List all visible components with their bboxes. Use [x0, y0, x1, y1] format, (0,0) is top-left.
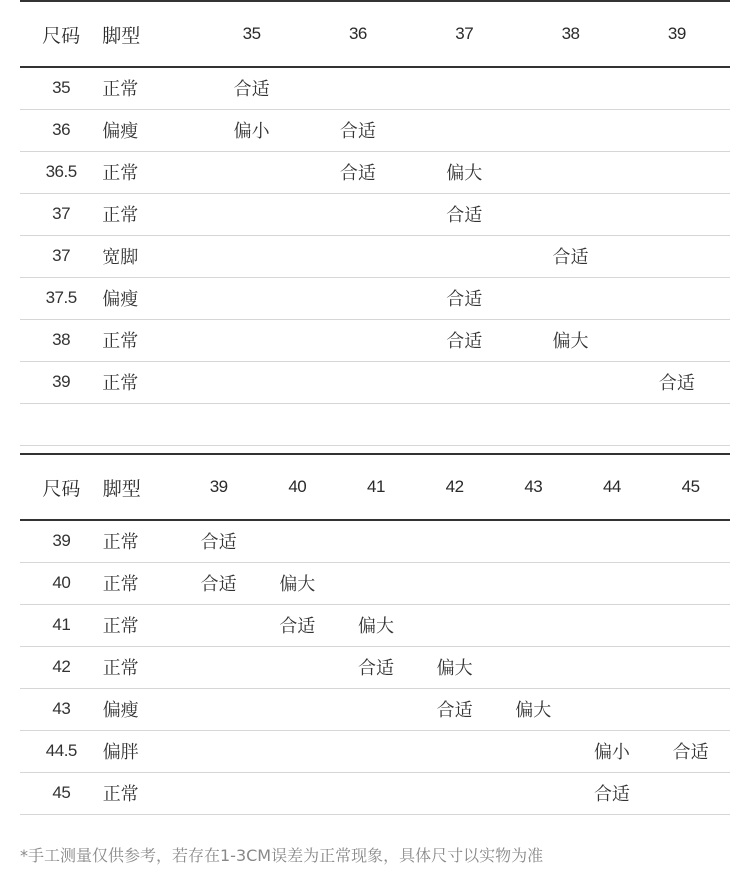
header-size-col: 44 — [573, 454, 652, 520]
row-foot-type: 正常 — [102, 193, 198, 235]
fit-cell — [179, 730, 258, 772]
fit-cell: 偏大 — [258, 562, 337, 604]
header-size: 尺码 — [20, 454, 103, 520]
header-size-col: 41 — [337, 454, 416, 520]
fit-cell: 合适 — [305, 109, 411, 151]
row-foot-type: 偏胖 — [103, 730, 180, 772]
header-size-col: 37 — [411, 1, 517, 67]
row-foot-type: 正常 — [102, 361, 198, 403]
fit-cell — [198, 361, 304, 403]
row-size: 36.5 — [20, 151, 102, 193]
fit-cell: 合适 — [179, 562, 258, 604]
fit-cell: 合适 — [624, 361, 730, 403]
table-row — [20, 604, 730, 646]
fit-cell — [179, 646, 258, 688]
fit-cell — [415, 604, 494, 646]
row-foot-type: 正常 — [102, 67, 198, 109]
row-foot-type: 正常 — [102, 319, 198, 361]
fit-cell: 合适 — [305, 151, 411, 193]
row-size: 39 — [20, 361, 102, 403]
header-size-col: 45 — [651, 454, 730, 520]
fit-cell: 偏大 — [494, 688, 573, 730]
table-row — [20, 562, 730, 604]
fit-cell — [651, 520, 730, 562]
fit-cell — [494, 562, 573, 604]
row-size: 41 — [20, 604, 103, 646]
fit-cell — [411, 67, 517, 109]
fit-cell: 偏小 — [198, 109, 304, 151]
fit-cell — [198, 235, 304, 277]
fit-cell — [198, 193, 304, 235]
fit-cell — [305, 361, 411, 403]
fit-cell — [305, 193, 411, 235]
fit-cell — [258, 520, 337, 562]
fit-cell: 偏大 — [337, 604, 416, 646]
fit-cell — [494, 520, 573, 562]
fit-cell — [415, 520, 494, 562]
table-row — [20, 646, 730, 688]
fit-cell — [573, 646, 652, 688]
fit-cell — [198, 151, 304, 193]
fit-cell — [494, 730, 573, 772]
header-size-col: 39 — [179, 454, 258, 520]
fit-cell — [494, 604, 573, 646]
row-foot-type: 正常 — [103, 646, 180, 688]
row-size: 43 — [20, 688, 103, 730]
fit-cell — [337, 772, 416, 814]
row-foot-type: 偏瘦 — [102, 109, 198, 151]
row-size: 37.5 — [20, 277, 102, 319]
fit-cell: 偏大 — [517, 319, 623, 361]
row-size: 39 — [20, 520, 103, 562]
table-row — [20, 235, 730, 277]
table-row — [20, 277, 730, 319]
fit-cell — [305, 67, 411, 109]
table-row — [20, 688, 730, 730]
fit-cell: 合适 — [651, 730, 730, 772]
fit-cell — [624, 277, 730, 319]
measurement-footnote: *手工测量仅供参考，若存在1-3CM误差为正常现象，具体尺寸以实物为准 — [20, 846, 544, 865]
fit-cell — [517, 361, 623, 403]
fit-cell — [179, 688, 258, 730]
fit-cell: 合适 — [179, 520, 258, 562]
fit-cell: 偏小 — [573, 730, 652, 772]
fit-cell — [337, 562, 416, 604]
table-row — [20, 520, 730, 562]
fit-cell — [337, 520, 416, 562]
row-size: 35 — [20, 67, 102, 109]
fit-cell — [573, 562, 652, 604]
row-size: 45 — [20, 772, 103, 814]
fit-cell — [198, 319, 304, 361]
fit-cell — [517, 109, 623, 151]
fit-cell — [517, 151, 623, 193]
fit-cell — [411, 361, 517, 403]
fit-cell — [198, 277, 304, 319]
fit-cell: 合适 — [411, 193, 517, 235]
table-row — [20, 109, 730, 151]
header-foot-type: 脚型 — [102, 1, 198, 67]
row-foot-type: 正常 — [102, 151, 198, 193]
fit-cell: 偏大 — [411, 151, 517, 193]
table-row — [20, 193, 730, 235]
table-row — [20, 151, 730, 193]
row-foot-type: 正常 — [103, 520, 180, 562]
fit-cell — [305, 319, 411, 361]
fit-cell — [624, 319, 730, 361]
fit-cell — [258, 688, 337, 730]
table-header-row — [20, 1, 730, 67]
header-foot-type: 脚型 — [103, 454, 180, 520]
fit-cell: 合适 — [258, 604, 337, 646]
fit-cell: 合适 — [411, 277, 517, 319]
fit-cell — [258, 646, 337, 688]
row-size: 40 — [20, 562, 103, 604]
row-size: 38 — [20, 319, 102, 361]
size-chart-table-2 — [20, 453, 730, 815]
header-size-col: 40 — [258, 454, 337, 520]
fit-cell — [411, 109, 517, 151]
header-size-col: 38 — [517, 1, 623, 67]
table-row — [20, 730, 730, 772]
fit-cell — [494, 646, 573, 688]
row-foot-type: 正常 — [103, 604, 180, 646]
fit-cell — [651, 604, 730, 646]
fit-cell — [179, 604, 258, 646]
fit-cell — [573, 688, 652, 730]
fit-cell — [337, 730, 416, 772]
row-size: 37 — [20, 193, 102, 235]
row-size: 37 — [20, 235, 102, 277]
fit-cell: 合适 — [337, 646, 416, 688]
fit-cell — [651, 688, 730, 730]
fit-cell — [651, 646, 730, 688]
empty-row — [20, 403, 730, 445]
header-size-col: 36 — [305, 1, 411, 67]
fit-cell — [624, 235, 730, 277]
fit-cell — [305, 277, 411, 319]
fit-cell — [258, 730, 337, 772]
row-foot-type: 正常 — [103, 562, 180, 604]
fit-cell — [517, 67, 623, 109]
fit-cell — [624, 193, 730, 235]
fit-cell: 合适 — [411, 319, 517, 361]
header-size-col: 39 — [624, 1, 730, 67]
fit-cell — [651, 772, 730, 814]
row-foot-type: 宽脚 — [102, 235, 198, 277]
header-size: 尺码 — [20, 1, 102, 67]
fit-cell: 合适 — [517, 235, 623, 277]
fit-cell — [624, 67, 730, 109]
size-chart-table-1 — [20, 0, 730, 446]
fit-cell: 合适 — [573, 772, 652, 814]
fit-cell — [415, 772, 494, 814]
table-row — [20, 67, 730, 109]
fit-cell — [517, 193, 623, 235]
row-size: 44.5 — [20, 730, 103, 772]
header-size-col: 35 — [198, 1, 304, 67]
fit-cell — [305, 235, 411, 277]
fit-cell — [415, 562, 494, 604]
row-foot-type: 偏瘦 — [103, 688, 180, 730]
fit-cell — [517, 277, 623, 319]
fit-cell — [415, 730, 494, 772]
fit-cell: 合适 — [415, 688, 494, 730]
table-row — [20, 772, 730, 814]
fit-cell — [258, 772, 337, 814]
fit-cell — [573, 604, 652, 646]
fit-cell — [651, 562, 730, 604]
fit-cell — [624, 151, 730, 193]
table-row — [20, 319, 730, 361]
row-foot-type: 偏瘦 — [102, 277, 198, 319]
fit-cell — [624, 109, 730, 151]
fit-cell: 合适 — [198, 67, 304, 109]
header-size-col: 42 — [415, 454, 494, 520]
table-header-row — [20, 454, 730, 520]
fit-cell — [337, 688, 416, 730]
fit-cell — [179, 772, 258, 814]
fit-cell — [494, 772, 573, 814]
row-foot-type: 正常 — [103, 772, 180, 814]
fit-cell — [573, 520, 652, 562]
row-size: 42 — [20, 646, 103, 688]
table-row — [20, 361, 730, 403]
header-size-col: 43 — [494, 454, 573, 520]
row-size: 36 — [20, 109, 102, 151]
fit-cell — [411, 235, 517, 277]
fit-cell: 偏大 — [415, 646, 494, 688]
